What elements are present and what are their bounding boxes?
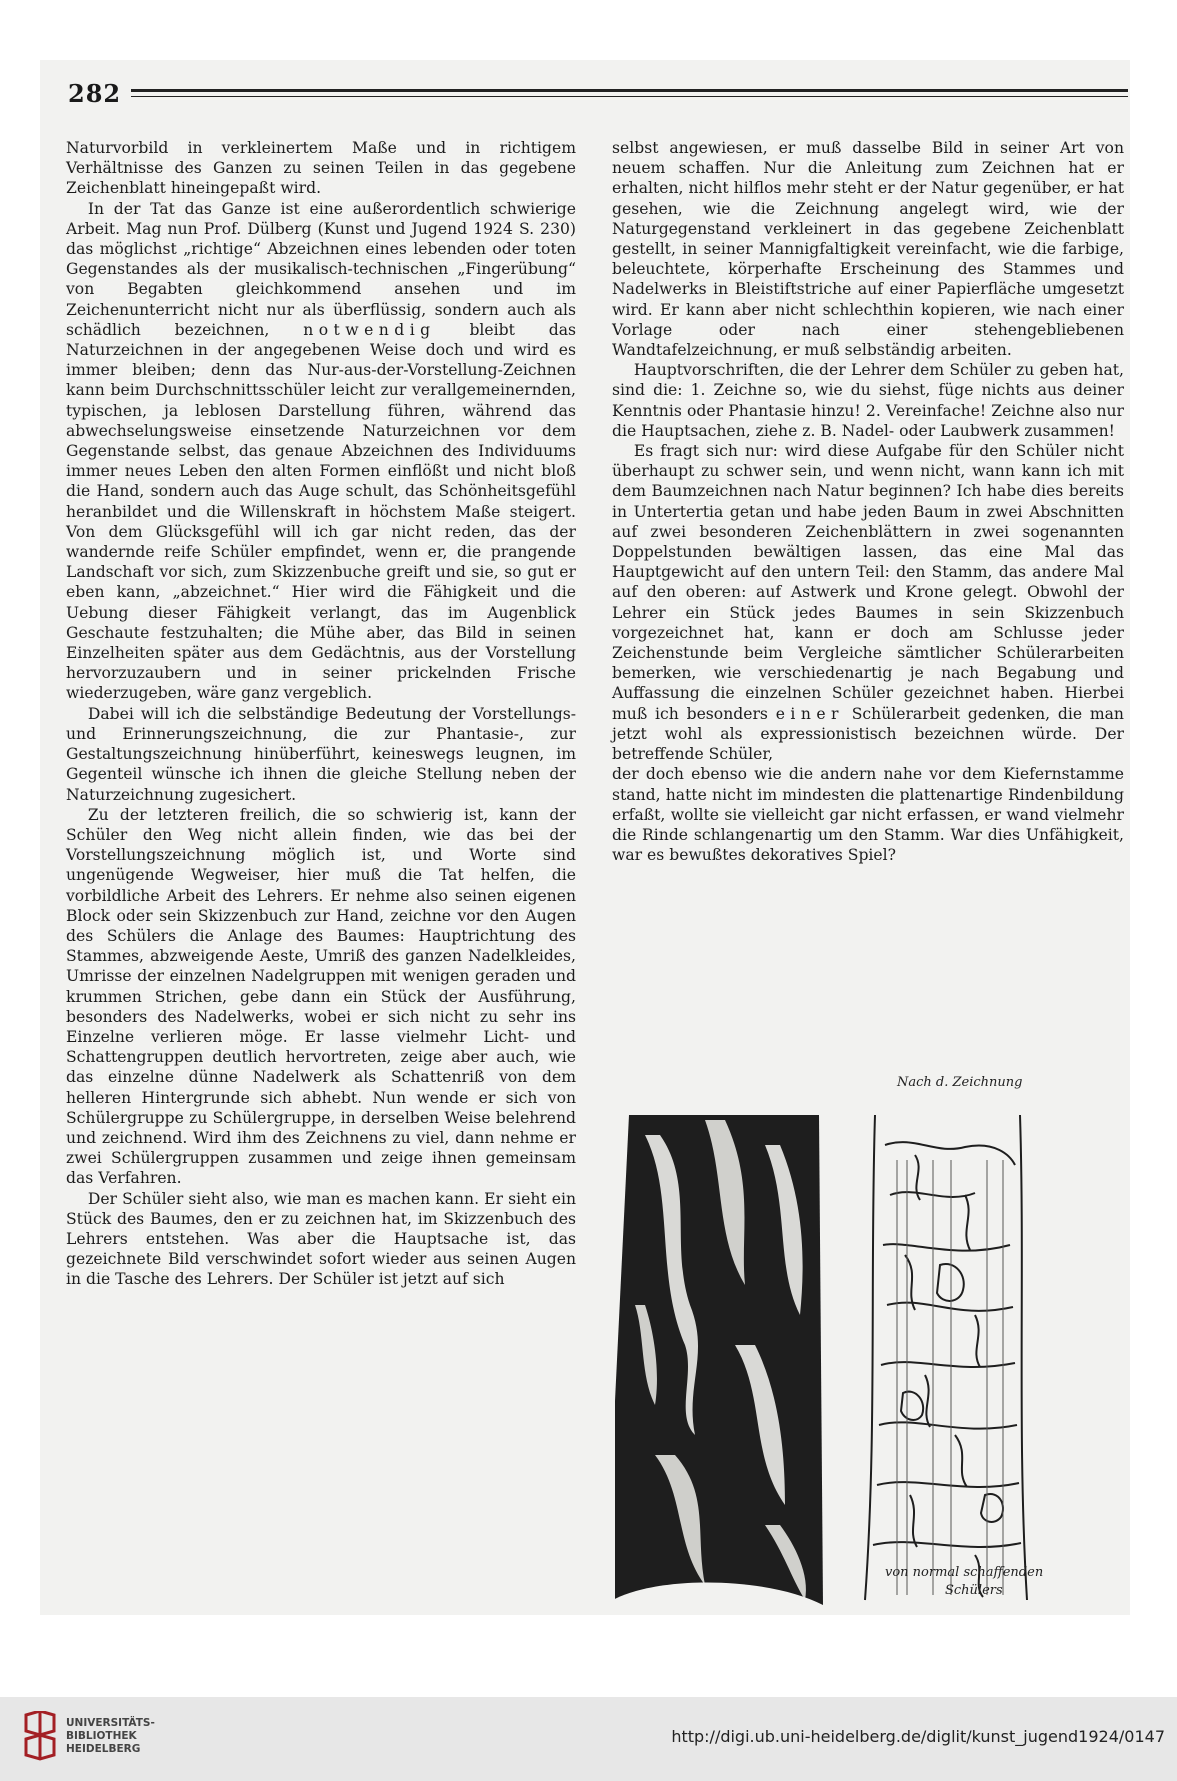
paragraph: selbst angewiesen, er muß dasselbe Bild in seiner Art von neuem schaffen. Nur die Anleitung zum Zeichnen hat er erhalten, nicht hilflos mehr steht er der Natur gegenüber, er hat gesehen, wie die Zeichnung angelegt wird, wie der Naturgegenstand verkleinert in das gegebene Zeichenblatt gestellt, in seiner Mannigfaltigkeit vereinfacht, wie die farbige, beleuchtete, körperhafte Erscheinung des Stammes und Nadelwerks in Bleistiftstriche auf einer Papierfläche umgesetzt wird. Er kann aber nicht schlechthin kopieren, wie nach einer Vorlage oder nach einer stehengebliebenen Wandtafelzeichnung, er muß selbständig arbeiten. [612,139,1124,360]
trunk-drawings [615,1075,1125,1615]
paragraph: der doch ebenso wie die andern nahe vor dem Kiefernstamme stand, hatte nicht im mindesten die plattenartige Rindenbildung erfaßt, wollte sie vielleicht gar nicht erfassen, er wand vielmehr die Rinde schlangenartig um den Stamm. War dies Unfähigkeit, war es bewußtes dekoratives Spiel? [612,765,1124,865]
left-column [66,138,576,1290]
paragraph: Der Schüler sieht also, wie man es machen kann. Er sieht ein Stück des Baumes, den er zu zeichnen hat, im Skizzenbuch des Lehrers entstehen. Was aber die Hauptsache ist, das gezeichnete Bild verschwindet sofort wieder aus seinen Augen in die Tasche des Lehrers. Der Schüler ist jetzt auf sich [66,1189,576,1289]
emphasized-word: einer [775,704,844,723]
source-url-link[interactable]: http://digi.ub.uni-heidelberg.de/diglit/kunst_jugend1924/0147 [671,1727,1165,1746]
paragraph: Dabei will ich die selbständige Bedeutung der Vorstellungs- und Erinnerungszeichnung, die zur Phantasie-, zur Gestaltungszeichnung hinüberführt, keineswegs leugnen, im Gegenteil wünsche ich ihnen die gleiche Stellung neben der Naturzeichnung zugesichert. [66,704,576,804]
caption-bottom-line2: Schülers [945,1583,1003,1598]
page-header [68,78,1128,108]
footer-bar [0,1697,1177,1781]
paragraph: Naturvorbild in verkleinertem Maße und in richtigem Verhältnisse des Ganzen zu seinen Teilen in das gegebene Zeichenblatt hineingepaßt wird. [66,139,576,198]
paragraph: Es fragt sich nur: wird diese Aufgabe für den Schüler nicht überhaupt zu schwer sein, und wenn nicht, wann kann ich mit dem Baumzeichnen nach Natur beginnen? Ich habe dies bereits in Untertertia getan und habe jeden Baum in zwei Abschnitten auf zwei besonderen Zeichenblättern in zwei sogenannten Doppelstunden bewältigen lassen, das eine Mal das Hauptgewicht auf den untern Teil: den Stamm, das andere Mal auf den oberen: auf Astwerk und Krone gelegt. Obwohl der Lehrer ein Stück jedes Baumes in sein Skizzenbuch vorgezeichnet hat, kann er doch am Schlusse jeder Zeichenstunde beim Vergleiche sämtlicher Schülerarbeiten bemerken, wie verschiedenartig je nach Begabung und Auffassung die einzelnen Schüler gezeichnet haben. Hierbei muß ich besonders einer Schülerarbeit gedenken, die man jetzt wohl als expressionistisch bezeichnen würde. Der betreffende Schüler, [612,442,1124,764]
paragraph: Hauptvorschriften, die der Lehrer dem Schüler zu geben hat, sind die: 1. Zeichne so, wie du siehst, füge nichts aus deiner Kenntnis oder Phantasie hinzu! 2. Vereinfache! Zeichne also nur die Hauptsachen, ziehe z. B. Nadel- oder Laubwerk zusammen! [612,361,1124,440]
emphasized-word: notwendig [303,320,436,339]
paragraph: In der Tat das Ganze ist eine außerordentlich schwierige Arbeit. Mag nun Prof. Dülberg (Kunst und Jugend 1924 S. 230) das möglichst „richtige“ Abzeichnen eines lebenden oder toten Gegenstandes als der musikalisch-technischen „Fingerübung“ von Begabten gleichkommend ansehen und im Zeichenunterricht nicht nur als überflüssig, sondern auch als schädlich bezeichnen, notwendig bleibt das Naturzeichnen in der angegebenen Weise doch und wird es immer bleiben; denn das Nur-aus-der-Vorstellung-Zeichnen kann beim Durchschnittsschüler leicht zur verallgemeinernden, typischen, ja leblosen Darstellung führen, während das abwechselungsweise einsetzende Naturzeichnen vor dem Gegenstande selbst, das genaue Abzeichnen des Individuums immer neues Leben den alten Formen einflößt und nicht bloß die Hand, sondern auch das Auge schult, das Schönheitsgefühl heranbildet und die Willenskraft in höchstem Maße steigert. Von dem Glücksgefühl will ich gar nicht reden, das der wandernde reife Schüler empfindet, wenn er, die prangende Landschaft vor sich, zum Skizzenbuche greift und sie, so gut er eben kann, „abzeichnet.“ Hier wird die Fähigkeit und die Uebung dieser Fähigkeit verlangt, das im Augenblick Geschaute festzuhalten; die Mühe aber, das Bild in seinen Einzelheiten später aus dem Gedächtnis, aus der Vorstellung hervorzuzaubern und in seiner prickelnden Frische wiederzugeben, wäre ganz vergeblich. [66,199,576,703]
tree-trunk-illustration [615,1075,1125,1615]
library-logo-text: UNIVERSITÄTS- BIBLIOTHEK HEIDELBERG [66,1717,155,1755]
caption-top: Nach d. Zeichnung [897,1075,1023,1090]
caption-bottom-line1: von normal schaffenden [885,1565,1044,1580]
library-logo-icon [22,1711,58,1763]
paragraph: Zu der letzteren freilich, die so schwierig ist, kann der Schüler den Weg nicht allein finden, wie das bei der Vorstellungszeichnung möglich ist, und Worte sind ungenügende Wegweiser, hier muß die Tat helfen, die vorbildliche Arbeit des Lehrers. Er nehme also seinen eigenen Block oder sein Skizzenbuch zur Hand, zeichne vor den Augen des Schülers die Anlage des Baumes: Hauptrichtung des Stammes, abzweigende Aeste, Umriß des ganzen Nadelkleides, Umrisse der einzelnen Nadelgruppen mit wenigen geraden und krummen Strichen, gebe dann ein Stück der Ausführung, besonders des Nadelwerks, wobei er sich nicht zu sehr ins Einzelne verlieren möge. Er lasse vielmehr Licht- und Schattengruppen deutlich hervortreten, zeige aber auch, wie das einzelne dünne Nadelwerk als Schattenriß von dem helleren Hintergrunde sich abhebt. Nun wende er sich von Schülergruppe zu Schülergruppe, in derselben Weise belehrend und zeichnend. Wird ihm des Zeichnens zu viel, dann nehme er zwei Schülergruppen zusammen und zeige ihnen gemeinsam das Verfahren. [66,805,576,1188]
left-trunk-drawing [615,1115,823,1605]
right-column [612,138,1124,865]
page-number: 282 [68,78,122,108]
header-rule [131,89,1128,97]
